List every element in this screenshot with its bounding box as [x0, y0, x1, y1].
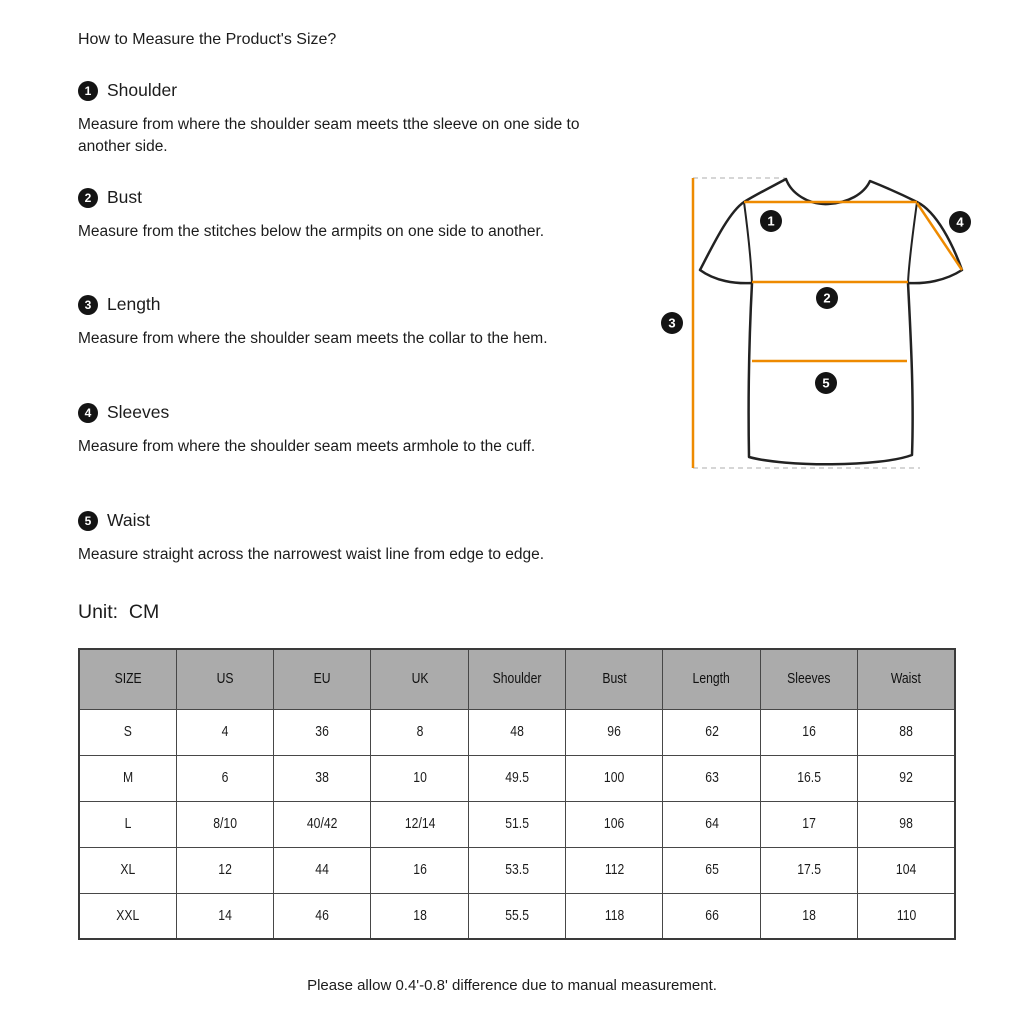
diagram-marker-1: [760, 210, 782, 232]
svg-text:1: 1: [767, 213, 775, 229]
measurement-disclaimer: Please allow 0.4'-0.8' difference due to manual measurement.: [307, 977, 717, 994]
section-sleeves-desc: Measure from where the shoulder seam meets armhole to the cuff.: [78, 438, 536, 455]
col-header-us: US: [176, 649, 273, 709]
step-4-badge: 4: [78, 403, 98, 423]
table-row-s: S 4 36 8 48 96 62 16 88: [79, 709, 955, 755]
section-shoulder-label: Shoulder: [107, 80, 178, 100]
section-waist: [78, 510, 618, 566]
step-5-badge: 5: [78, 511, 98, 531]
diagram-marker-3: [661, 312, 683, 334]
section-waist-label: Waist: [107, 510, 151, 530]
section-length: [78, 294, 618, 350]
table-row-l: L 8/10 40/42 12/14 51.5 106 64 17 98: [79, 801, 955, 847]
section-sleeves: [78, 402, 618, 458]
section-length-label: Length: [107, 294, 161, 314]
table-row-xxl: XXL 14 46 18 55.5 118 66 18 110: [79, 893, 955, 939]
section-sleeves-label: Sleeves: [107, 402, 170, 422]
diagram-marker-4: [949, 211, 971, 233]
svg-text:5: 5: [822, 375, 830, 391]
step-1-badge: 1: [78, 81, 98, 101]
svg-text:3: 3: [668, 315, 676, 331]
page-title: How to Measure the Product's Size?: [78, 31, 337, 48]
diagram-marker-5: [815, 372, 837, 394]
col-header-uk: UK: [371, 649, 468, 709]
col-header-size: SIZE: [79, 649, 176, 709]
col-header-waist: Waist: [858, 649, 955, 709]
tshirt-outline: [700, 179, 962, 464]
col-header-length: Length: [663, 649, 760, 709]
col-header-shoulder: Shoulder: [468, 649, 565, 709]
unit-label: Unit: CM: [78, 601, 160, 623]
svg-text:2: 2: [823, 290, 831, 306]
section-bust: [78, 187, 618, 243]
size-table: [78, 648, 956, 940]
section-shoulder: [78, 80, 618, 158]
col-header-eu: EU: [274, 649, 371, 709]
table-row-xl: XL 12 44 16 53.5 112 65 17.5 104: [79, 847, 955, 893]
section-shoulder-desc: Measure from where the shoulder seam meets tthe sleeve on one side to another side.: [78, 116, 580, 155]
col-header-bust: Bust: [566, 649, 663, 709]
section-bust-label: Bust: [107, 187, 143, 207]
section-bust-desc: Measure from the stitches below the armpits on one side to another.: [78, 223, 545, 240]
step-3-badge: 3: [78, 295, 98, 315]
tshirt-measurement-diagram: [645, 150, 1024, 480]
section-length-desc: Measure from where the shoulder seam meets the collar to the hem.: [78, 330, 548, 347]
diagram-marker-2: [816, 287, 838, 309]
section-waist-desc: Measure straight across the narrowest waist line from edge to edge.: [78, 546, 545, 563]
step-2-badge: 2: [78, 188, 98, 208]
size-table-header-row: [79, 649, 955, 709]
col-header-sleeves: Sleeves: [760, 649, 857, 709]
svg-text:4: 4: [956, 214, 964, 230]
table-row-m: M 6 38 10 49.5 100 63 16.5 92: [79, 755, 955, 801]
